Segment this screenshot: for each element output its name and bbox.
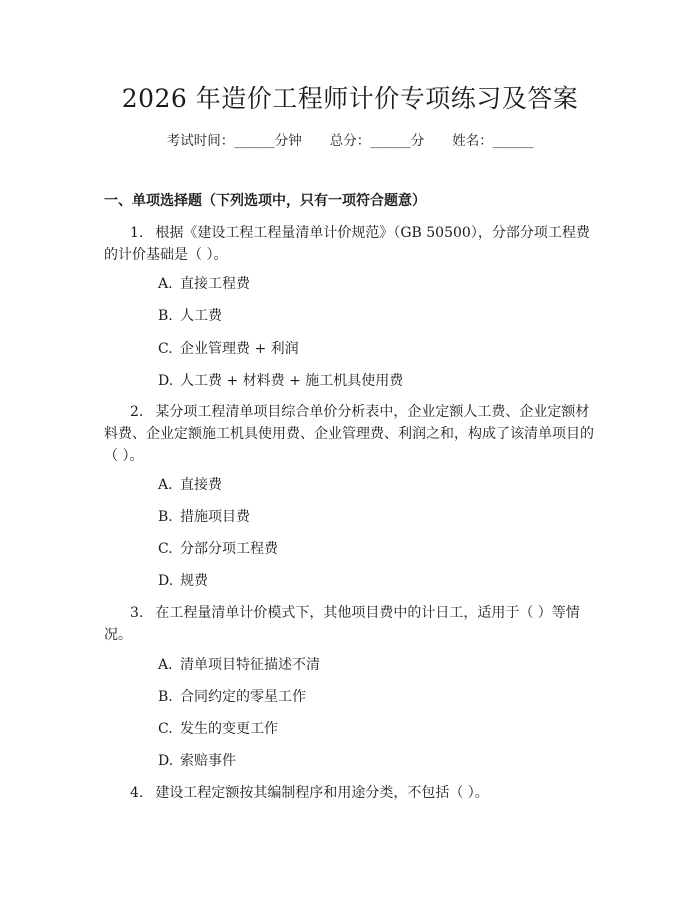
- question-3-option-a: [158, 655, 320, 675]
- question-3-option-c: [158, 719, 278, 739]
- option-letter: C.: [158, 541, 173, 557]
- question-1: [104, 222, 600, 266]
- option-letter: A.: [158, 477, 173, 493]
- total-score-field: 总分：______分: [329, 133, 425, 149]
- option-letter: D.: [158, 373, 174, 389]
- option-text: 人工费 + 材料费 + 施工机具使用费: [180, 373, 404, 389]
- option-letter: C.: [158, 341, 173, 357]
- option-text: 索赔事件: [180, 753, 236, 769]
- question-3: [104, 602, 600, 646]
- question-1-option-b: [158, 306, 222, 326]
- option-text: 规费: [180, 573, 208, 589]
- option-text: 企业管理费 + 利润: [180, 341, 299, 357]
- option-letter: B.: [158, 509, 173, 525]
- question-4: [104, 782, 600, 804]
- option-letter: B.: [158, 308, 173, 324]
- question-1-option-c: [158, 339, 299, 359]
- option-letter: C.: [158, 721, 173, 737]
- question-2-option-b: [158, 507, 250, 527]
- question-2-option-d: [158, 571, 208, 591]
- exam-time-field: 考试时间：______分钟: [166, 133, 302, 149]
- option-text: 发生的变更工作: [180, 721, 278, 737]
- option-text: 直接费: [180, 477, 222, 493]
- question-2: [104, 401, 600, 467]
- option-text: 合同约定的零星工作: [180, 689, 306, 705]
- student-name-field: 姓名：______: [452, 133, 534, 149]
- option-text: 直接工程费: [180, 276, 250, 292]
- option-text: 分部分项工程费: [180, 541, 278, 557]
- option-text: 清单项目特征描述不清: [180, 657, 320, 673]
- question-text: 某分项工程清单项目综合单价分析表中，企业定额人工费、企业定额材料费、企业定额施工机具使用费、企业管理费、利润之和，构成了该清单项目的（ ）。: [104, 404, 594, 464]
- question-text: 在工程量清单计价模式下，其他项目费中的计日工，适用于（ ）等情况。: [104, 605, 580, 643]
- option-letter: A.: [158, 657, 173, 673]
- question-3-option-b: [158, 687, 306, 707]
- option-letter: D.: [158, 573, 174, 589]
- option-letter: D.: [158, 753, 174, 769]
- section-title: 一、单项选择题（下列选项中，只有一项符合题意）: [104, 193, 426, 209]
- question-number: 4.: [130, 785, 144, 801]
- question-text: 建设工程定额按其编制程序和用途分类，不包括（ ）。: [155, 785, 489, 801]
- question-number: 3.: [130, 605, 144, 621]
- question-2-option-c: [158, 539, 278, 559]
- option-letter: A.: [158, 276, 173, 292]
- question-number: 2.: [130, 404, 144, 420]
- question-1-option-d: [158, 371, 403, 391]
- option-letter: B.: [158, 689, 173, 705]
- question-3-option-d: [158, 751, 236, 771]
- question-number: 1.: [130, 225, 144, 241]
- question-2-option-a: [158, 475, 222, 495]
- option-text: 措施项目费: [180, 509, 250, 525]
- option-text: 人工费: [180, 308, 222, 324]
- document-title: 2026 年造价工程师计价专项练习及答案: [121, 84, 579, 113]
- question-1-option-a: [158, 274, 250, 294]
- question-text: 根据《建设工程工程量清单计价规范》（GB 50500），分部分项工程费的计价基础是（ ）。: [104, 225, 590, 263]
- exam-meta-line: [0, 132, 700, 150]
